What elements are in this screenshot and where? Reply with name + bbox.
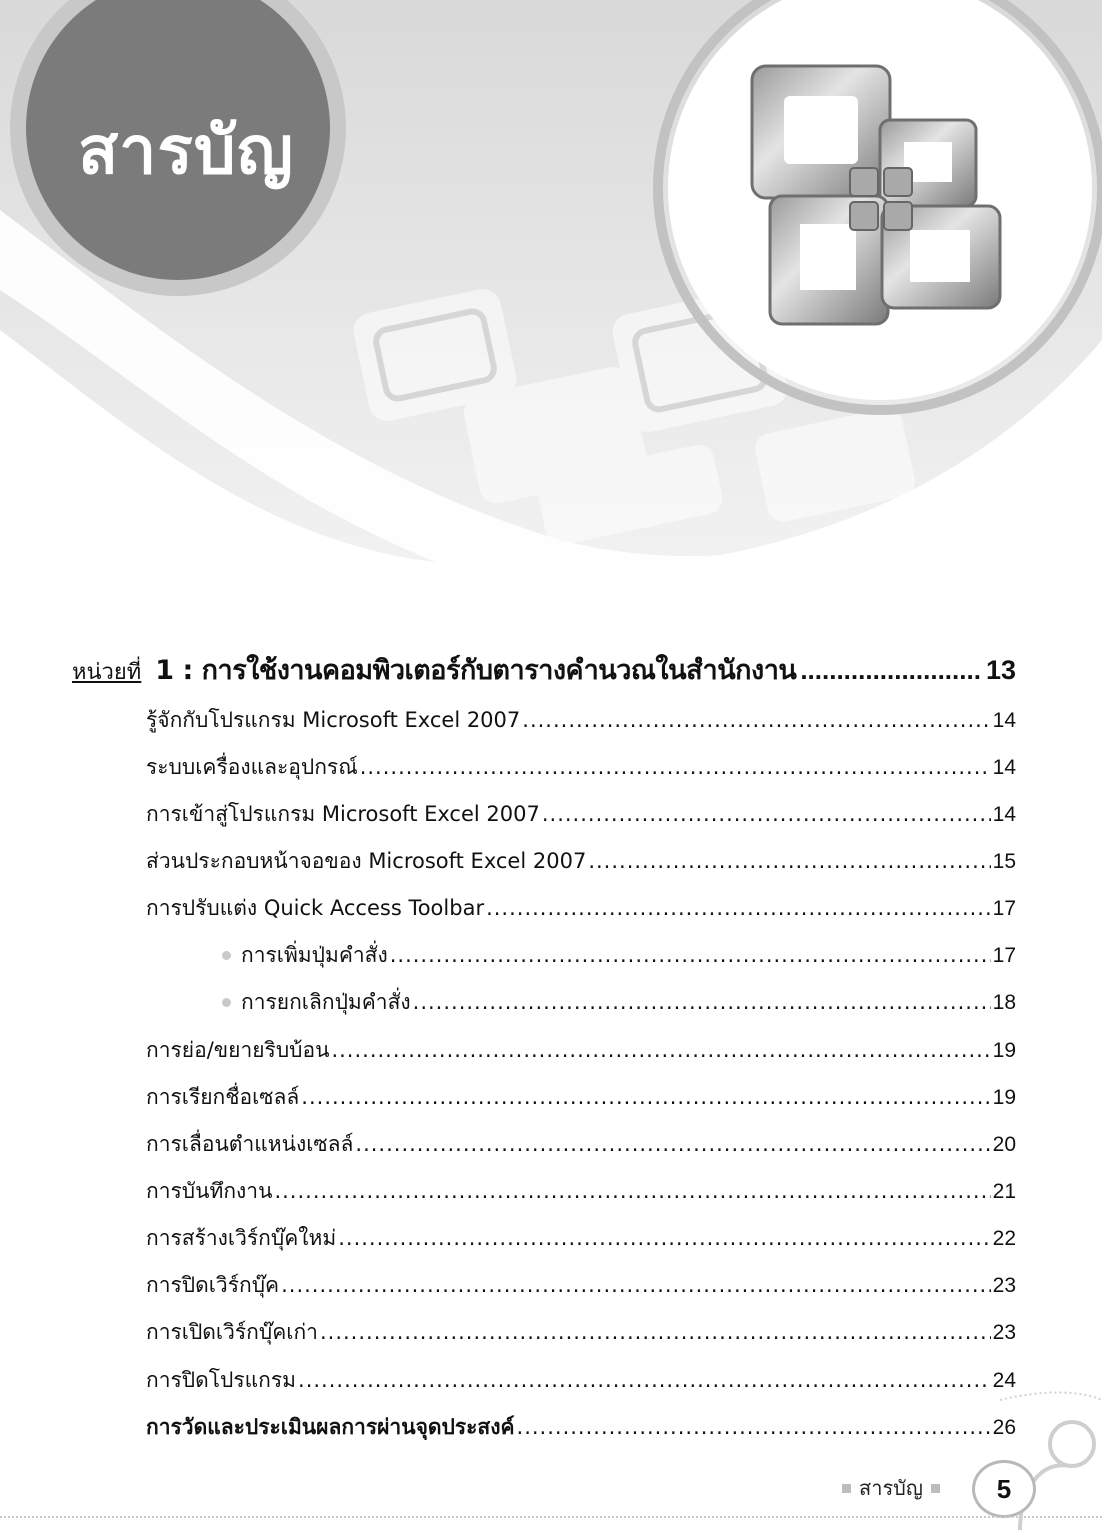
toc-entry-assessment[interactable]: [146, 1411, 1016, 1444]
dot-leader: [298, 1368, 991, 1392]
dot-leader: [517, 1415, 991, 1439]
page-number-badge: 5: [972, 1460, 1036, 1518]
toc-entry-page: 23: [992, 1321, 1016, 1344]
toc-entry-page: 14: [992, 803, 1016, 826]
unit-label: หน่วยที่: [72, 660, 142, 685]
toc-entry-title: การวัดและประเมินผลการผ่านจุดประสงค์: [146, 1415, 515, 1439]
toc-entry-page: 26: [992, 1416, 1016, 1439]
dot-leader: [413, 990, 991, 1014]
toc-entry[interactable]: [146, 1128, 1016, 1161]
toc-entry-page: 18: [992, 991, 1016, 1014]
toc-entry-page: 14: [992, 756, 1016, 779]
dot-leader: [301, 1085, 990, 1109]
dot-leader: [360, 755, 991, 779]
toc-entry[interactable]: [146, 1316, 1016, 1349]
dot-leader: [800, 655, 982, 686]
dot-leader: [281, 1273, 991, 1297]
dot-leader: [338, 1226, 990, 1250]
unit-page-number: 13: [985, 655, 1016, 685]
toc-entry[interactable]: [146, 1034, 1016, 1067]
toc-entry-page: 23: [992, 1274, 1016, 1297]
toc-entry-title: การย่อ/ขยายริบบ้อน: [146, 1038, 330, 1062]
toc-entry[interactable]: [146, 892, 1016, 925]
page-title: สารบัญ: [78, 112, 294, 189]
footer-divider: [0, 1516, 1102, 1518]
toc-entry-title: การเรียกชื่อเซลล์: [146, 1085, 300, 1109]
toc-entry[interactable]: [146, 1269, 1016, 1302]
toc-entry-page: 14: [992, 709, 1016, 732]
toc-entry-title: การเลื่อนตำแหน่งเซลล์: [146, 1132, 354, 1156]
dot-leader: [320, 1320, 991, 1344]
toc-entry-title: การสร้างเวิร์กบุ๊คใหม่: [146, 1226, 337, 1250]
toc-entry-title: ระบบเครื่องและอุปกรณ์: [146, 755, 358, 779]
footer-label-text: สารบัญ: [859, 1476, 923, 1500]
bullet-icon: [222, 998, 231, 1007]
toc-entry[interactable]: [146, 704, 1016, 737]
dot-leader: [390, 943, 991, 967]
square-bullet-icon: [842, 1484, 851, 1493]
footer-section-label: [842, 1472, 940, 1504]
toc-entry-title: รู้จักกับโปรแกรม Microsoft Excel 2007: [146, 708, 521, 732]
toc-entry-title: การเปิดเวิร์กบุ๊คเก่า: [146, 1320, 318, 1344]
toc-subentry[interactable]: [222, 939, 1016, 972]
dot-leader: [274, 1179, 990, 1203]
toc-entry-page: 17: [992, 944, 1016, 967]
toc-entry[interactable]: [146, 798, 1016, 831]
dot-leader: [486, 896, 991, 920]
toc-subentry[interactable]: [222, 986, 1016, 1019]
toc-entry[interactable]: [146, 751, 1016, 784]
toc-entry-page: 19: [992, 1039, 1016, 1062]
dot-leader: [331, 1038, 990, 1062]
dot-leader: [588, 849, 990, 873]
toc-entry-page: 22: [992, 1227, 1016, 1250]
toc-entry-page: 19: [992, 1086, 1016, 1109]
toc-entry-title: การปรับแต่ง Quick Access Toolbar: [146, 896, 485, 920]
toc-entry-title: การเข้าสู่โปรแกรม Microsoft Excel 2007: [146, 802, 540, 826]
toc-entry-page: 20: [992, 1133, 1016, 1156]
toc-entry-title: การปิดโปรแกรม: [146, 1368, 297, 1392]
toc-entry[interactable]: [146, 1222, 1016, 1255]
toc-entry-page: 15: [992, 850, 1016, 873]
toc-entry[interactable]: [146, 1081, 1016, 1114]
toc-entry-page: 21: [992, 1180, 1016, 1203]
unit-title: 1 : การใช้งานคอมพิวเตอร์กับตารางคำนวณในสำนักงาน: [155, 655, 797, 686]
toc-entry-page: 17: [992, 897, 1016, 920]
dot-leader: [542, 802, 991, 826]
toc-entry-title: การเพิ่มปุ่มคำสั่ง: [241, 943, 388, 967]
dot-leader: [355, 1132, 990, 1156]
toc-entry[interactable]: [146, 845, 1016, 878]
toc-entry-title: ส่วนประกอบหน้าจอของ Microsoft Excel 2007: [146, 849, 587, 873]
unit-heading[interactable]: [72, 648, 1016, 691]
header-artwork: [0, 0, 1102, 600]
toc-entry-title: การปิดเวิร์กบุ๊ค: [146, 1273, 280, 1297]
toc-entry[interactable]: [146, 1364, 1016, 1397]
toc-entry-page: 24: [992, 1369, 1016, 1392]
bullet-icon: [222, 951, 231, 960]
dot-leader: [522, 708, 990, 732]
toc-entry-title: การยกเลิกปุ่มคำสั่ง: [241, 990, 411, 1014]
toc-entry[interactable]: [146, 1175, 1016, 1208]
toc-entry-title: การบันทึกงาน: [146, 1179, 273, 1203]
square-bullet-icon: [931, 1484, 940, 1493]
